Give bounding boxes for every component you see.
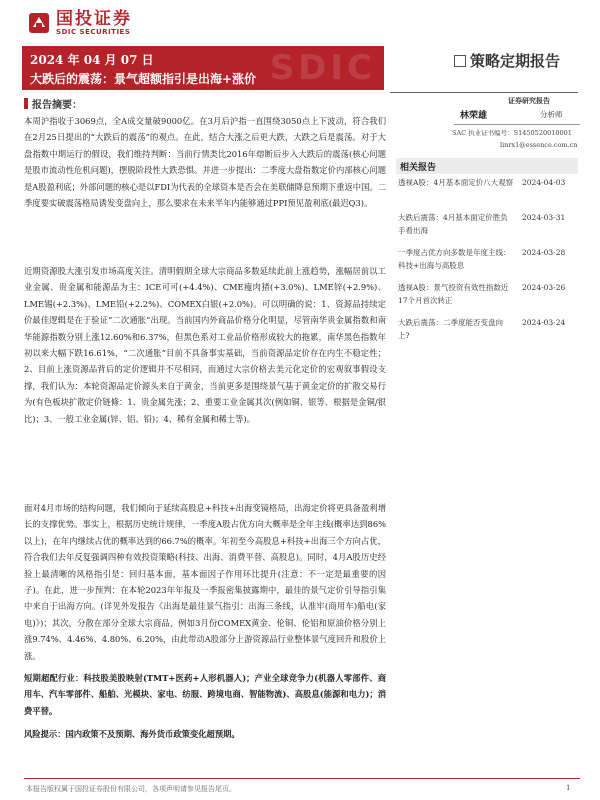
report-date: 2024 年 04 月 07 日 xyxy=(30,53,154,67)
related-report-date: 2024-03-28 xyxy=(522,248,566,257)
paragraph-market-review: 本周沪指收于3069点，全A成交量破9000亿。在3月后沪指一直围绕3050点上下波动，符合我们在2月25日提出的“大跌后的震荡”的观点。在此，结合大涨之后更大跌，大跌之后是震荡。对于大盘指数中期运行的假设，我们维持判断：当前行情类比2016年熔断后步入大跌后的震荡(核心问题是股市流动性危机问题)，摆脱阶段性大跌恐惧。并进一步提出：二季度大盘指数定价内部核心问题是A股盈利底；外部问题的核心是以FDI为代表的全球资本是否会在美联储降息预期下重返中国。二季度要实破震荡格局诱发变盘向上，那么要求在未来半年内能够通过PPI预见盈利底(最迟Q3)。 xyxy=(24,116,386,209)
related-reports-header xyxy=(396,158,578,174)
related-report-item[interactable] xyxy=(396,176,582,211)
paragraph-resources: 近期资源股大涨引发市场高度关注。清明假期全球大宗商品多数延续此前上涨趋势，涨幅居前以工业金属、贵金属和能源品为主：ICE可可(+4.4%)、CME瘦肉猪(+3.0%)、LME锌(+2.9%)、LME锡(+2.3%)、LME铅(+2.2%)、COMEX白银(+2.0%)。可以明确的说：1、资源品持续定价最佳逻辑是在于验证“二次通胀”出现。当前国内外商品价格分化明显，尽管南华贵金属指数和南华能源指数分别上涨12.60%和6.37%，但黑色系对工业品价格形成较大的拖累，南华黑色指数年初以来大幅下跌16.61%，“二次通胀”目前不具备事实基础，当前资源品定价存在内生不稳定性；2、目前上涨资源品背后的定价逻辑并不尽相同，而通过大宗价格去美元化定价的宏观叙事假设支撑，我们认为：本轮资源品定价源头来自于黄金，当前更多是围绕景气基于黄金定价的扩散交易行为(有色板块扩散定价链條：1、贵金属先涨；2、重要工业金属其次(例如铜、银等、根据是金铜/银比)；3、一般工业金属(锌、铝、铅)；4、稀有金属和稀土等)。 xyxy=(24,266,386,424)
summary-heading xyxy=(24,96,82,111)
related-report-item[interactable] xyxy=(396,316,582,351)
related-reports-list xyxy=(396,176,582,351)
related-report-date: 2024-03-31 xyxy=(522,213,566,222)
brand-name-cn: 国投证券 xyxy=(56,8,132,29)
paragraph-risk: 风险提示：国内政策不及预期、海外货币政策变化超预期。 xyxy=(24,729,240,739)
brand-name-en: SDIC SECURITIES xyxy=(56,27,131,36)
related-report-date: 2024-03-26 xyxy=(522,283,566,292)
paragraph-overweight: 短期超配行业：科技股美股映射(TMT+医药+人形机器人)；产业全球竞争力(机器人零部件、商用车、汽车零部件、船舶、光模块、家电、纺服、跨境电商、智能物流)、高股息(能源和电力)；消费平替。 xyxy=(24,673,386,716)
report-banner xyxy=(22,46,384,90)
banner-watermark: SDIC xyxy=(269,48,376,88)
related-report-title[interactable]: 透视A股：4月基本面定价八大观察 xyxy=(398,178,514,187)
report-type-label: 策略定期报告 xyxy=(470,52,561,70)
brand-emblem-icon xyxy=(28,12,50,34)
analyst-email[interactable]: linrx1@essence.com.cn xyxy=(500,141,578,149)
related-report-title[interactable]: 透视A股：景气投资有效性指数近17个月首次转正 xyxy=(398,283,509,305)
related-report-date: 2024-03-24 xyxy=(522,318,566,327)
related-report-item[interactable] xyxy=(396,211,582,246)
analyst-divider xyxy=(454,124,580,125)
analyst-name: 林荣雄 xyxy=(460,111,488,121)
department-label: 证券研究报告 xyxy=(508,96,550,105)
footer-divider xyxy=(24,778,580,779)
related-report-date: 2024-04-03 xyxy=(522,178,566,187)
related-report-title[interactable]: 大跌后震荡：二季度能否变盘向上? xyxy=(398,318,503,340)
analyst-role: 分析师 xyxy=(540,110,563,119)
summary-heading-label: 报告摘要： xyxy=(32,100,82,111)
footer-disclaimer: 本报告版权属于国投证券股份有限公司，各项声明请参见报告尾页。 xyxy=(26,785,236,793)
related-report-title[interactable]: 大跌后震荡：4月基本面定价胜负手看出海 xyxy=(398,213,508,235)
analyst-sac: SAC 执业证书编号：S1450520010001 xyxy=(452,129,572,137)
related-reports-heading: 相关报告 xyxy=(400,163,437,173)
header-divider xyxy=(390,92,578,93)
report-type xyxy=(454,50,560,71)
related-report-title[interactable]: 一季度占优方向多数是年度主线：科技+出海与高股息 xyxy=(398,248,511,270)
page-number: 1 xyxy=(566,784,571,792)
brand-logo xyxy=(28,8,132,38)
report-type-icon xyxy=(454,55,466,67)
related-report-item[interactable] xyxy=(396,246,582,281)
paragraph-structure: 面对4月市场的结构问题，我们倾向于延续高股息+科技+出海变镜格局，出海定价将更具备盈利增长的支撑优势。事实上，根据历史统计规律，一季度A股占优方向大概率是全年主线(概率达到86%以上)，在年内继续占优的概率达到的66.7%的概率。年初至今高股息+科技+出海三个方向占优，符合我们去年反复强调四种有效投资策略(科技、出海、消费平替、高股息)。同时，4月A股历史经验上最清晰的风格指引是：回归基本面，基本面因子作用环比提升(注意：不一定是最重要的因子)。在此，进一步预判：在本轮2023年年报及一季报密集披露期中，最佳的景气定价引导指引集中来自于出海方向。(详见外发报告《出海是最佳景气指引：出海三条线，认准牢(商用车)船电(家电)》)；其次，分散在部分全球大宗商品，例如3月份COMEX黄金、伦铜、伦铝和原油价格分别上涨9.74%、4.46%、4.80%、6.20%，由此带动A股部分上游资源品行业整体景气度回升和股价上涨。 xyxy=(24,503,386,661)
heading-marker xyxy=(24,98,28,109)
report-title: 大跌后的震荡：景气超额指引是出海+涨价 xyxy=(30,72,257,86)
related-report-item[interactable] xyxy=(396,281,582,316)
